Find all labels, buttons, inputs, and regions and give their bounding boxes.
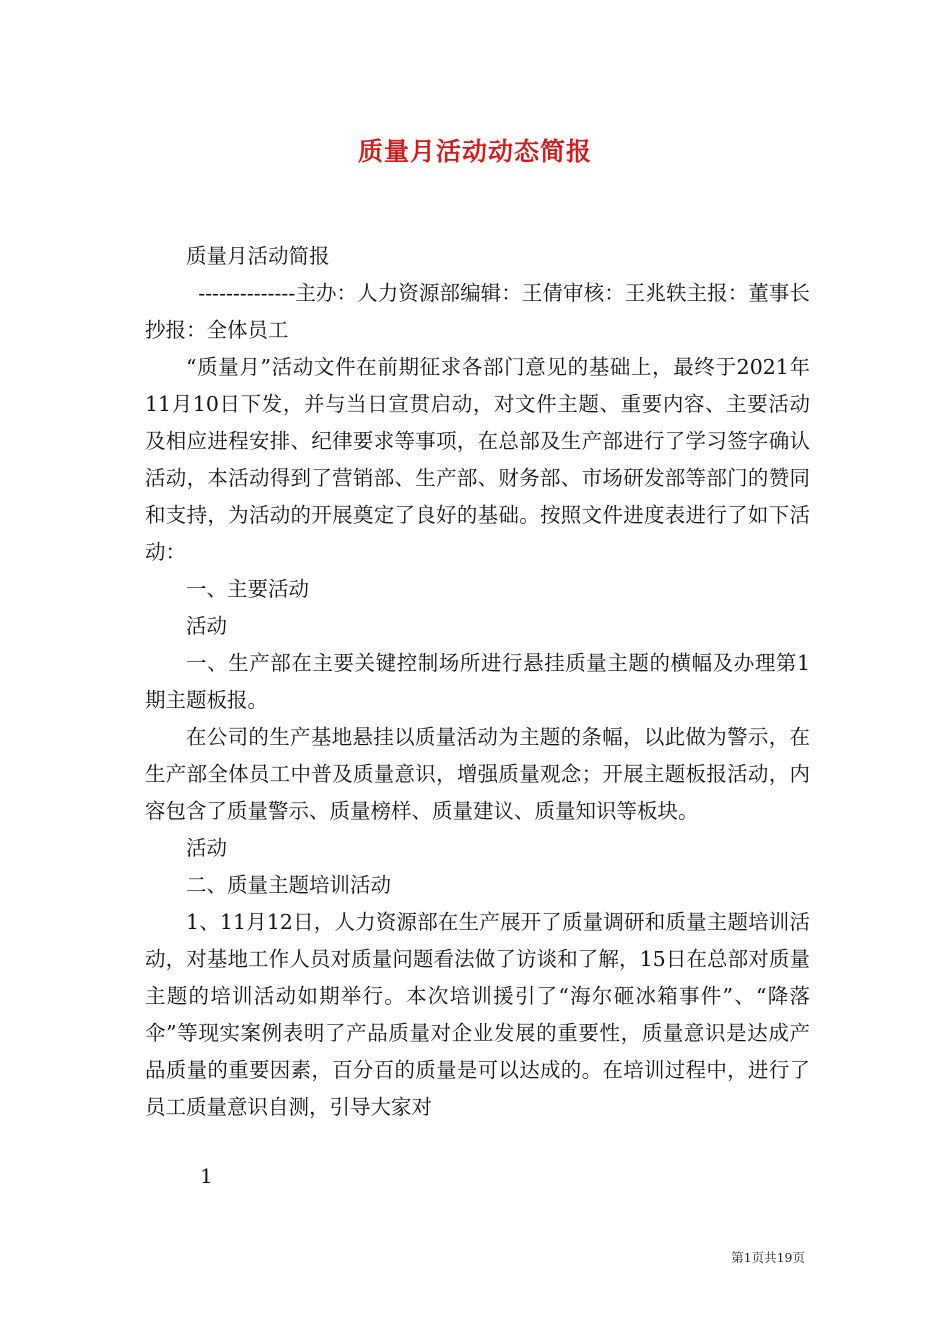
document-title: 质量月活动动态简报 bbox=[357, 137, 592, 166]
paragraph-activity-2-body: 1、11月12日，人力资源部在生产展开了质量调研和质量主题培训活动，对基地工作人员对质量问题看法做了访谈和了解，15日在总部对质量主题的培训活动如期举行。本次培训援引了“海尔砸冰箱事件”、“降落伞”等现实案例表明了产品质量对企业发展的重要性，质量意识是达成产品质量的重要因素，百分百的质量是可以达成的。在培训过程中，进行了员工质量意识自测，引导大家对 bbox=[145, 910, 810, 1119]
paragraph-section-main: 一、主要活动 bbox=[186, 577, 309, 601]
paragraph-activity-1-body: 在公司的生产基地悬挂以质量活动为主题的条幅，以此做为警示，在生产部全体员工中普及质量意识，增强质量观念；开展主题板报活动，内容包含了质量警示、质量榜样、质量建议、质量知识等板块。 bbox=[145, 725, 810, 823]
paragraph-activity-label-2: 活动 bbox=[186, 836, 227, 860]
paragraph-activity-1-title: 一、生产部在主要关键控制场所进行悬挂质量主题的横幅及办理第1期主题板报。 bbox=[145, 651, 810, 712]
page-footer: 第1页共19页 bbox=[731, 1250, 805, 1265]
paragraph-activity-2-title: 二、质量主题培训活动 bbox=[186, 873, 391, 897]
page-number: 1 bbox=[200, 1164, 213, 1188]
paragraph-activity-label-1: 活动 bbox=[186, 614, 227, 638]
paragraph-editor-info: --------------主办：人力资源部编辑：王倩审核：王兆轶主报：董事长抄报：全体员工 bbox=[145, 281, 810, 342]
paragraph-heading: 质量月活动简报 bbox=[186, 244, 330, 268]
document-body bbox=[145, 238, 810, 1126]
paragraph-intro: “质量月”活动文件在前期征求各部门意见的基础上，最终于2021年11月10日下发，并与当日宣贯启动，对文件主题、重要内容、主要活动及相应进程安排、纪律要求等事项，在总部及生产部进行了学习签字确认活动，本活动得到了营销部、生产部、财务部、市场研发部等部门的赞同和支持，为活动的开展奠定了良好的基础。按照文件进度表进行了如下活动： bbox=[145, 355, 810, 564]
